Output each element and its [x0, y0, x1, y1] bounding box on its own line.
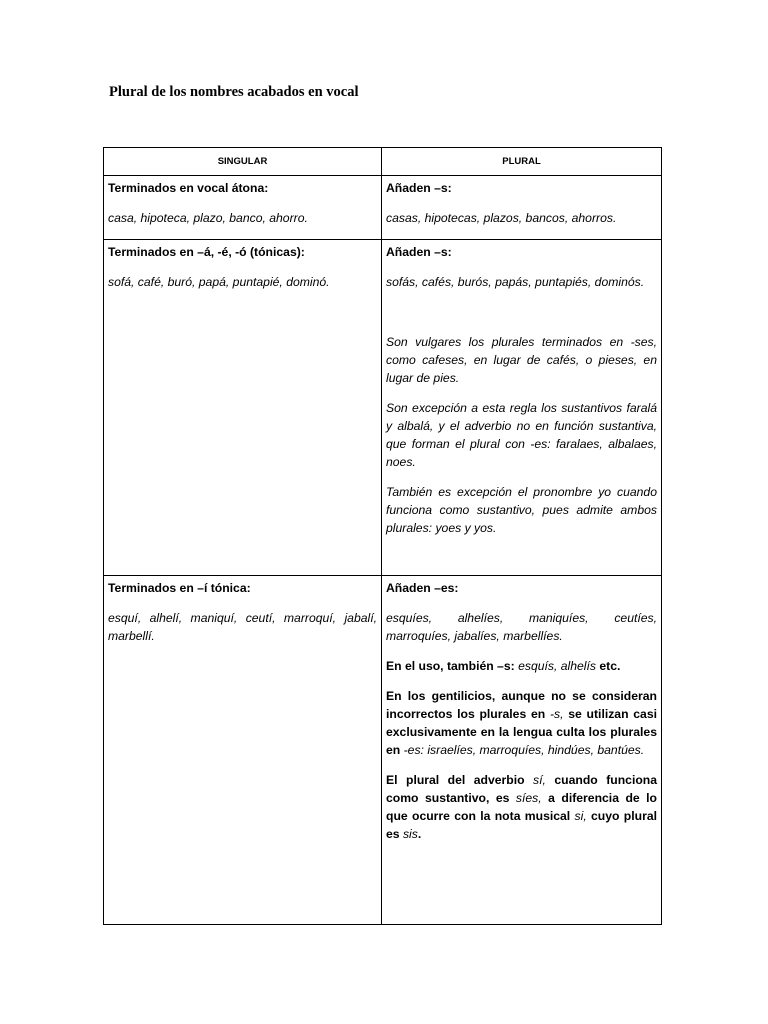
page-title: Plural de los nombres acabados en vocal — [109, 84, 359, 100]
adverb-sis: sis — [402, 827, 418, 841]
singular-heading: Terminados en –á, -é, -ó (tónicas): — [108, 245, 305, 259]
singular-cell — [104, 176, 382, 240]
table-row — [104, 176, 662, 240]
singular-examples: sofá, café, buró, papá, puntapié, dominó. — [108, 275, 330, 289]
plural-cell — [382, 240, 662, 576]
singular-heading: Terminados en vocal átona: — [108, 181, 269, 195]
header-plural: PLURAL — [382, 148, 662, 176]
adverb-end: . — [417, 827, 422, 841]
gentilicios-s: -s, — [549, 707, 564, 721]
table-row — [104, 576, 662, 925]
usage-examples: esquís, alhelís — [518, 659, 596, 673]
note-paragraph: Son excepción a esta regla los sustantivos faralá y albalá, y el adverbio no en función sustantiva, que forman el plural con -es: faralaes, albalaes, noes. — [386, 401, 657, 469]
gentilicios-es: -es: israelíes, marroquíes, hindúes, bantúes. — [403, 743, 645, 757]
usage-label: En el uso, también –s: — [386, 659, 515, 673]
plural-heading: Añaden –s: — [386, 245, 452, 259]
gentilicios-text: En los gentilicios, aunque no se consideran incorrectos los plurales en — [386, 689, 657, 721]
singular-examples: esquí, alhelí, maniquí, ceutí, marroquí, jabalí, marbellí. — [108, 611, 377, 643]
adverb-text: cuando funciona como sustantivo, es — [386, 773, 658, 805]
gentilicios-mid: se utilizan casi exclusivamente en la lengua culta los plurales en — [386, 707, 657, 757]
plural-table — [103, 147, 662, 925]
plural-examples: sofás, cafés, burós, papás, puntapiés, dominós. — [386, 275, 645, 289]
singular-heading: Terminados en –í tónica: — [108, 581, 251, 595]
plural-cell — [382, 576, 662, 925]
singular-examples: casa, hipoteca, plazo, banco, ahorro. — [108, 211, 308, 225]
singular-cell — [104, 240, 382, 576]
adverb-text: cuyo plural es — [386, 809, 657, 841]
note-paragraph: También es excepción el pronombre yo cuando funciona como sustantivo, pues admite ambos plurales: yoes y yos. — [386, 485, 657, 535]
plural-examples: esquíes, alhelíes, maniquíes, ceutíes, marroquíes, jabalíes, marbellíes. — [386, 611, 657, 643]
plural-heading: Añaden –es: — [386, 581, 459, 595]
plural-cell — [382, 176, 662, 240]
table-header-row — [104, 148, 662, 176]
adverb-si2: si, — [574, 809, 587, 823]
usage-paragraph — [386, 657, 657, 675]
usage-tail: etc. — [599, 659, 621, 673]
plural-examples: casas, hipotecas, plazos, bancos, ahorros. — [386, 211, 617, 225]
adverb-si: sí, — [533, 773, 546, 787]
gentilicios-paragraph — [386, 687, 657, 759]
adverb-paragraph — [386, 771, 657, 843]
note-paragraph: Son vulgares los plurales terminados en -ses, como cafeses, en lugar de cafés, o pieses, en lugar de pies. — [386, 335, 657, 385]
adverb-sies: síes, — [515, 791, 542, 805]
adverb-text: El plural del adverbio — [386, 773, 525, 787]
singular-cell — [104, 576, 382, 925]
table-row — [104, 240, 662, 576]
header-singular: SINGULAR — [104, 148, 382, 176]
adverb-text: a diferencia de lo que ocurre con la nota musical — [386, 791, 657, 823]
plural-heading: Añaden –s: — [386, 181, 452, 195]
